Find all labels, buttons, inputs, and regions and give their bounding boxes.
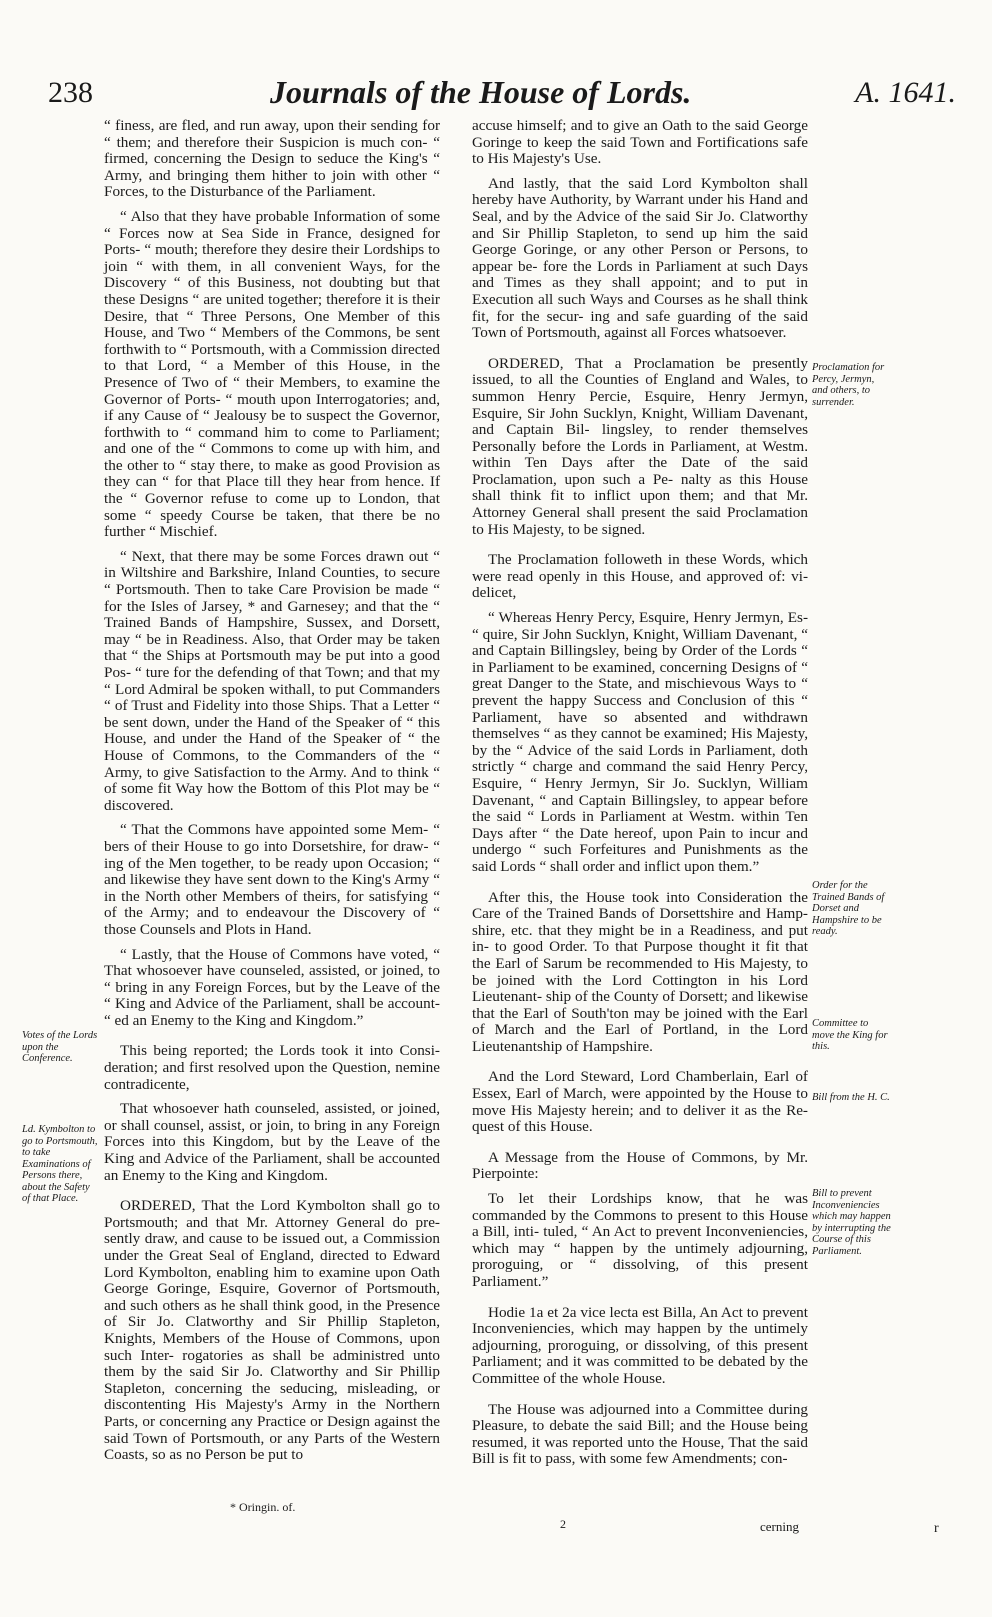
year-heading: A. 1641. [855, 76, 956, 109]
margin-note-votes: Votes of the Lords upon the Conference. [22, 1030, 98, 1064]
paragraph: The Proclamation followeth in these Words, which were read openly in this House, and approved of: vi- delicet, [472, 551, 808, 602]
margin-note-bill-hc: Bill from the H. C. [812, 1092, 890, 1103]
right-column [472, 118, 808, 1482]
paragraph: The House was adjourned into a Committee during Pleasure, to debate the said Bill; and the House being resumed, it was reported unto the House, That the said Bill is fit to pass, with some few Amendments; con- [472, 1400, 808, 1468]
paragraph: ORDERED, That a Proclamation be presently issued, to all the Counties of England and Wales, to summon Henry Percie, Esquire, Henry Jermyn, Esquire, Sir John Sucklyn, Knight, William Davenant, and Captain Bil- lingsley, to render themselves Personally before the Lords in Parliament, at Westm. within Ten Days after the Date of the said Proclamation, upon such a Pe- nalty as this House shall think fit to inflict upon them; and that Mr. Attorney General shall present the said Proclamation to His Majesty, to be signed. [472, 354, 808, 538]
paragraph: “ That the Commons have appointed some Mem- “ bers of their House to go into Dorsetshire, for draw- “ ing of the Men together, to be ready upon Occasion; “ and likewise they have sent down to the King's Army “ in the North other Members of theirs, for satisfying “ of the Army; and to endeavour the Discovery of “ those Counsels and Plots in Hand. [104, 821, 440, 938]
margin-note-proclamation: Proclamation for Percy, Jermyn, and others, to surrender. [812, 362, 885, 408]
paragraph: Hodie 1a et 2a vice lecta est Billa, An Act to prevent Inconveniencies, which may happen by the untimely adjourning, proroguing, or dissolving, of this present Parliament; and it was committed to be debated by the Committee of the whole House. [472, 1303, 808, 1387]
stray-mark: r [934, 1521, 939, 1536]
running-title: Journals of the House of Lords. [270, 74, 692, 110]
paragraph: accuse himself; and to give an Oath to the said George Goringe to keep the said Town and Fortifications safe to His Majesty's Use. [472, 117, 808, 168]
paragraph: That whosoever hath counseled, assisted, or joined, or shall counsel, assist, or join, to bring in any Foreign Forces into this Kingdom, but by the Leave of the King and Advice of the Parliament, shall be accounted an Enemy to the King and Kingdom. [104, 1100, 440, 1184]
paragraph: A Message from the House of Commons, by Mr. Pierpointe: [472, 1148, 808, 1183]
margin-note-kymbolton: Ld. Kymbolton to go to Portsmouth, to take Examinations of Persons there, about the Safety of that Place. [22, 1124, 98, 1204]
left-column [104, 118, 440, 1478]
paragraph: “ finess, are fled, and run away, upon their sending for “ them; and therefore their Suspicion is much con- “ firmed, concerning the Design to seduce the King's “ Army, and bringing them hither to join with other “ Forces, to the Disturbance of the Parliament. [104, 117, 440, 201]
footnote: * Oringin. of. [230, 1500, 296, 1514]
paragraph: And the Lord Steward, Lord Chamberlain, Earl of Essex, Earl of March, were appointed by the House to move His Majesty herein; and to deliver it as the Re- quest of this House. [472, 1068, 808, 1136]
page-number: 238 [48, 76, 93, 109]
paragraph: “ Next, that there may be some Forces drawn out “ in Wiltshire and Barkshire, Inland Counties, to secure “ Portsmouth. Then to take Care Provision be made “ for the Isles of Jarsey, * and Garnesey; and that the “ Trained Bands of Hampshire, Sussex, and Dorsett, may “ be in Readiness. Also, that Order may be taken that “ the Ships at Portsmouth may be put into a good Pos- “ ture for the defending of that Town; and that my “ Lord Admiral be spoken withall, to put Commanders “ of Trust and Fidelity into those Ships. That a Letter “ be sent down, under the Hand of the Speaker of “ this House, and under the Hand of the Speaker of “ the House of Commons, to the Commanders of the “ Army, to give Satisfaction to the Army. And to think “ of some fit Way how the Bottom of this Plot may be “ discovered. [104, 547, 440, 814]
paragraph: “ Whereas Henry Percy, Esquire, Henry Jermyn, Es- “ quire, Sir John Sucklyn, Knight, William Davenant, “ and Captain Billingsley, being by Order of the Lords “ in Parliament to be examined, concerning Designs of “ great Danger to the State, and mischievous Ways to “ prevent the happy Success and Conclusion of this “ Parliament, have so absented and withdrawn themselves “ as they cannot be examined; His Majesty, by the “ Advice of the said Lords in Parliament, doth strictly “ charge and command the said Henry Percy, Esquire, “ Henry Jermyn, Sir Jo. Sucklyn, William Davenant, “ and Captain Billingsley, to appear before the said “ Lords in Parliament at Westm. within Ten Days after “ the Date hereof, upon Pain to incur and undergo “ such Forfeitures and Punishments as the said Lords “ shall order and inflict upon them.” [472, 609, 808, 875]
catchword: cerning [760, 1519, 799, 1534]
margin-note-trained-bands: Order for the Trained Bands of Dorset and Hampshire to be ready. [812, 880, 885, 937]
paragraph: “ Also that they have probable Information of some “ Forces now at Sea Side in France, designed for Ports- “ mouth; therefore they desire their Lordships to join “ with them, in all convenient Ways, for the Discovery “ of this Business, not doubting but that these Designs “ are united together; therefore it is their Desire, that “ Three Persons, One Member of this House, and Two “ Members of the Commons, be sent forthwith to “ Portsmouth, with a Commission directed to that Lord, “ a Member of this House, in the Presence of Two of “ their Members, to examine the Governor of Ports- “ mouth upon Interrogatories; and, if any Cause of “ Jealousy be to suspect the Governor, forthwith to “ command him to come to Parliament; and one of the “ Commons to come up with him, and the other to “ stay there, to make as good Provision as they can “ for that Place till they hear from hence. If the “ Governor refuse to come up to London, that some “ speedy Course be taken, that there be no further “ Mischief. [104, 207, 440, 541]
paragraph: ORDERED, That the Lord Kymbolton shall go to Portsmouth; and that Mr. Attorney General do pre- sently draw, and cause to be issued out, a Commission under the Great Seal of England, directed to Edward Lord Kymbolton, enabling him to examine upon Oath George Goringe, Esquire, Governor of Portsmouth, and such others as he shall think good, in the Presence of Sir Jo. Clatworthy and Sir Phillip Stapleton, Knights, Members of the House of Commons, upon such Inter- rogatories as shall be administred unto them by the said Sir Jo. Clatworthy and Sir Phillip Stapleton, concerning the seducing, misleading, or discontenting His Majesty's Army in the Northern Parts, or concerning any Practice or Design against the said Town of Portsmouth, or any Parts of the Western Coasts, so as no Person be put to [104, 1197, 440, 1464]
page-header [0, 70, 992, 120]
margin-note-bill-prevent: Bill to prevent Inconveniencies which may happen by interrupting the Course of this Parliament. [812, 1188, 891, 1257]
margin-note-committee-king: Committee to move the King for this. [812, 1018, 888, 1052]
paragraph: “ Lastly, that the House of Commons have voted, “ That whosoever have counseled, assisted, or joined, to “ bring in any Foreign Forces, but by the Leave of the “ King and Advice of the Parliament, shall be account- “ ed an Enemy to the King and Kingdom.” [104, 945, 440, 1029]
paragraph: This being reported; the Lords took it into Consi- deration; and first resolved upon the Question, nemine contradicente, [104, 1042, 440, 1093]
paragraph: And lastly, that the said Lord Kymbolton shall hereby have Authority, by Warrant under his Hand and Seal, and by the Advice of the said Sir Jo. Clatworthy and Sir Phillip Stapleton, to send up him the said George Goringe, or any other Person or Persons, to appear be- fore the Lords in Parliament at such Days and Times as they shall appoint; and to put in Execution all such Ways and Courses as he shall think fit, for the secur- ing and safe guarding of the said Town of Portsmouth, against all Forces whatsoever. [472, 174, 808, 342]
signature-mark: 2 [560, 1517, 566, 1531]
paragraph: After this, the House took into Consideration the Care of the Trained Bands of Dorsettshire and Hamp- shire, etc. that they might be in a Readiness, and put in- to good Order. To that Purpose thought it fit that the Earl of Sarum be recommended to His Majesty, to be joined with the Lord Cottington in his Lord Lieutenant- ship of the County of Dorsett; and likewise that the Earl of South'ton may be joined with the Earl of March and the Earl of Portland, in the Lord Lieutenantship of Hampshire. [472, 888, 808, 1055]
paragraph: To let their Lordships know, that he was commanded by the Commons to present to this House a Bill, inti- tuled, “ An Act to prevent Inconveniencies, which may “ happen by the untimely adjourning, proroguing, or “ dissolving, of this present Parliament.” [472, 1190, 808, 1290]
